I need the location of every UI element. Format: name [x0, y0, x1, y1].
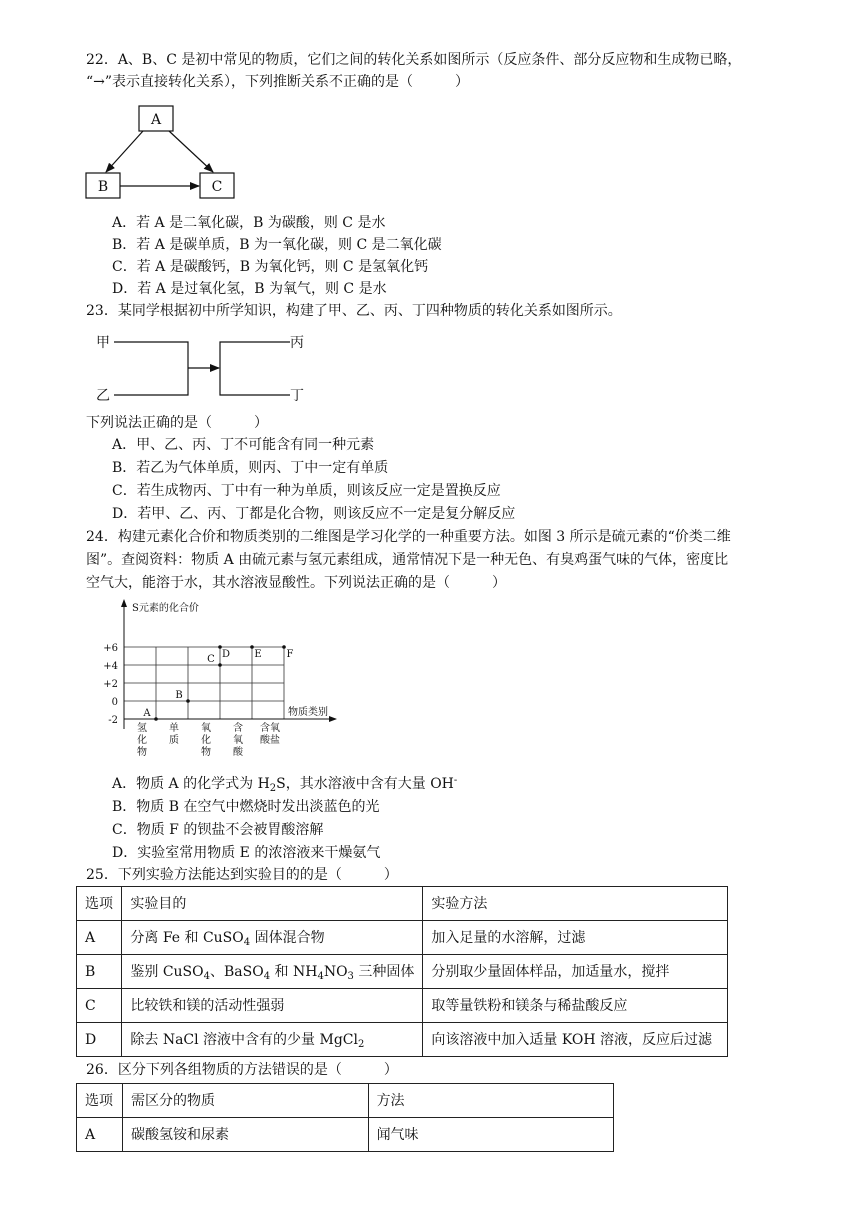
chart-point-label: B [175, 690, 183, 701]
table-row [77, 1118, 614, 1152]
q22-arrow-a-to-c [169, 131, 213, 172]
q26-table [76, 1083, 614, 1152]
q25-stem: 25．下列实验方法能达到实验目的的是（ ） [86, 867, 398, 883]
q25-row-b-option: B [77, 955, 122, 989]
chart-point [282, 645, 286, 649]
q25-row-c-method: 取等量铁粉和镁条与稀盐酸反应 [423, 989, 728, 1023]
chart-point [250, 645, 254, 649]
chart-point-label: E [254, 649, 262, 660]
q22-option-b: B．若 A 是碳单质，B 为一氧化碳，则 C 是二氧化碳 [112, 237, 442, 253]
table-row [77, 989, 728, 1023]
q23-label-bing: 丙 [290, 335, 304, 351]
chart-category-label: 化 [201, 735, 211, 746]
chart-point-label: D [221, 649, 231, 660]
q24-stem-line2: 图”。查阅资料：物质 A 由硫元素与氢元素组成，通常情况下是一种无色、有臭鸡蛋气味的气体，密度比 [86, 552, 729, 568]
chart-point [218, 663, 222, 667]
q25-row-d-goal [122, 1023, 423, 1057]
q24-option-a-pre: A．物质 A 的化学式为 H [112, 776, 270, 792]
chart-category-label: 酸盐 [260, 735, 280, 746]
q23-reaction-diagram [96, 335, 304, 404]
q25-header-option: 选项 [77, 887, 122, 921]
q22-option-a: A．若 A 是二氧化碳，B 为碳酸，则 C 是水 [112, 215, 386, 231]
q26-stem: 26．区分下列各组物质的方法错误的是（ ） [86, 1062, 398, 1078]
chart-category-label: 酸 [233, 747, 243, 758]
chart-category-label: 质 [169, 735, 179, 746]
q24-option-a-sub: 2 [269, 783, 277, 794]
chart-category-label: 含氧 [260, 723, 280, 734]
q24-option-b: B．物质 B 在空气中燃烧时发出淡蓝色的光 [112, 799, 380, 815]
q25-row-b-sub2: 4 [263, 970, 271, 982]
q22-arrow-a-to-b [106, 131, 143, 172]
chart-category-label: 含 [233, 723, 243, 734]
table-row [77, 1084, 614, 1118]
q25-row-d-goal-pre: 除去 NaCl 溶液中含有的少量 MgCl [130, 1031, 358, 1048]
q25-row-b-mid3: NO [323, 963, 348, 980]
chart-point [154, 717, 158, 721]
q22-option-c: C．若 A 是碳酸钙，B 为氧化钙，则 C 是氢氧化钙 [112, 259, 429, 275]
q24-option-a-sup: - [453, 775, 458, 786]
chart-y-tick-label: +4 [103, 661, 118, 672]
q26-header-method: 方法 [368, 1084, 613, 1118]
q25-row-c-goal: 比较铁和镁的活动性强弱 [122, 989, 423, 1023]
q25-table [76, 886, 728, 1057]
q23-question: 下列说法正确的是（ ） [86, 415, 268, 431]
chart-y-tick-label: 0 [111, 697, 118, 708]
q25-row-d-option: D [77, 1023, 122, 1057]
q25-row-a-method: 加入足量的水溶解，过滤 [423, 921, 728, 955]
chart-point-label: F [286, 649, 294, 660]
q23-option-d: D．若甲、乙、丙、丁都是化合物，则该反应不一定是复分解反应 [112, 506, 516, 522]
q23-label-ding: 丁 [290, 388, 304, 404]
chart-point-label: A [143, 708, 151, 719]
table-row [77, 1023, 728, 1057]
q23-label-jia: 甲 [96, 335, 110, 351]
q25-row-b-mid2: 和 NH [270, 963, 318, 980]
q25-row-a-goal-pre: 分离 Fe 和 CuSO [130, 929, 244, 946]
q25-header-method: 实验方法 [423, 887, 728, 921]
chart-point [186, 699, 190, 703]
chart-y-tick-label: -2 [108, 715, 118, 726]
table-row [77, 921, 728, 955]
table-row [77, 887, 728, 921]
q26-row-a-method: 闻气味 [368, 1118, 613, 1152]
q24-stem-line3: 空气大，能溶于水，其水溶液显酸性。下列说法正确的是（ ） [86, 575, 506, 591]
chart-category-label: 物 [201, 747, 211, 758]
q25-row-b-goal [122, 955, 423, 989]
q22-label-c: C [211, 179, 223, 195]
q25-row-c-option: C [77, 989, 122, 1023]
q25-row-b-method: 分别取少量固体样品，加适量水，搅拌 [423, 955, 728, 989]
q25-row-b-sub1: 4 [203, 970, 210, 982]
q23-option-a: A．甲、乙、丙、丁不可能含有同一种元素 [112, 437, 375, 453]
q25-row-d-goal-sub: 2 [358, 1038, 365, 1050]
q24-chart-ylabel: S元素的化合价 [132, 603, 199, 614]
q25-row-b-post: 三种固体 [353, 963, 415, 980]
q22-label-a: A [150, 112, 162, 128]
q26-row-a-option: A [77, 1118, 123, 1152]
q22-option-d: D．若 A 是过氧化氢，B 为氧气，则 C 是水 [112, 281, 387, 297]
q23-stem: 23．某同学根据初中所学知识，构建了甲、乙、丙、丁四种物质的转化关系如图所示。 [86, 303, 622, 319]
q22-stem-line1: 22．A、B、C 是初中常见的物质，它们之间的转化关系如图所示（反应条件、部分反应物和生成物已略， [86, 52, 742, 68]
q25-row-a-goal [122, 921, 423, 955]
q24-option-a [112, 775, 457, 793]
q24-option-a-mid: S，其水溶液中含有大量 OH [276, 776, 454, 792]
q24-option-d: D．实验室常用物质 E 的浓溶液来干燥氨气 [112, 845, 381, 861]
q25-row-b-sub4: 3 [347, 970, 354, 982]
chart-category-label: 化 [137, 735, 147, 746]
q24-option-c: C．物质 F 的钡盐不会被胃酸溶解 [112, 822, 324, 838]
q22-label-b: B [97, 179, 109, 195]
chart-category-label: 氧 [201, 723, 211, 734]
q23-option-c: C．若生成物丙、丁中有一种为单质，则该反应一定是置换反应 [112, 483, 501, 499]
chart-point-label: C [207, 654, 215, 665]
chart-category-label: 物 [137, 747, 147, 758]
q24-stem-line1: 24．构建元素化合价和物质类别的二维图是学习化学的一种重要方法。如图 3 所示是硫元素的“价类二维 [86, 529, 731, 545]
q23-option-b: B．若乙为气体单质，则丙、丁中一定有单质 [112, 460, 389, 476]
q25-row-d-method: 向该溶液中加入适量 KOH 溶液，反应后过滤 [423, 1023, 728, 1057]
chart-category-label: 氧 [233, 735, 243, 746]
q25-row-b-goal-pre: 鉴别 CuSO [130, 963, 204, 980]
table-row [77, 955, 728, 989]
q22-stem-line2: “→”表示直接转化关系），下列推断关系不正确的是（ ） [86, 74, 470, 90]
q26-row-a-items: 碳酸氢铵和尿素 [122, 1118, 368, 1152]
q26-header-items: 需区分的物质 [122, 1084, 368, 1118]
chart-y-tick-label: +6 [103, 643, 118, 654]
q25-row-a-goal-post: 固体混合物 [250, 929, 325, 946]
q25-row-b-sub3: 4 [317, 970, 324, 982]
q24-valence-chart [100, 598, 340, 768]
chart-category-label: 氢 [137, 723, 147, 734]
q25-row-a-goal-sub: 4 [243, 936, 251, 948]
q25-row-a-option: A [77, 921, 122, 955]
q24-chart-xlabel: 物质类别 [288, 707, 328, 718]
chart-category-label: 单 [169, 723, 179, 734]
q26-header-option: 选项 [77, 1084, 123, 1118]
chart-y-tick-label: +2 [103, 679, 118, 690]
q25-header-goal: 实验目的 [122, 887, 423, 921]
q23-label-yi: 乙 [96, 388, 110, 404]
q25-row-b-mid1: 、BaSO [210, 963, 264, 980]
